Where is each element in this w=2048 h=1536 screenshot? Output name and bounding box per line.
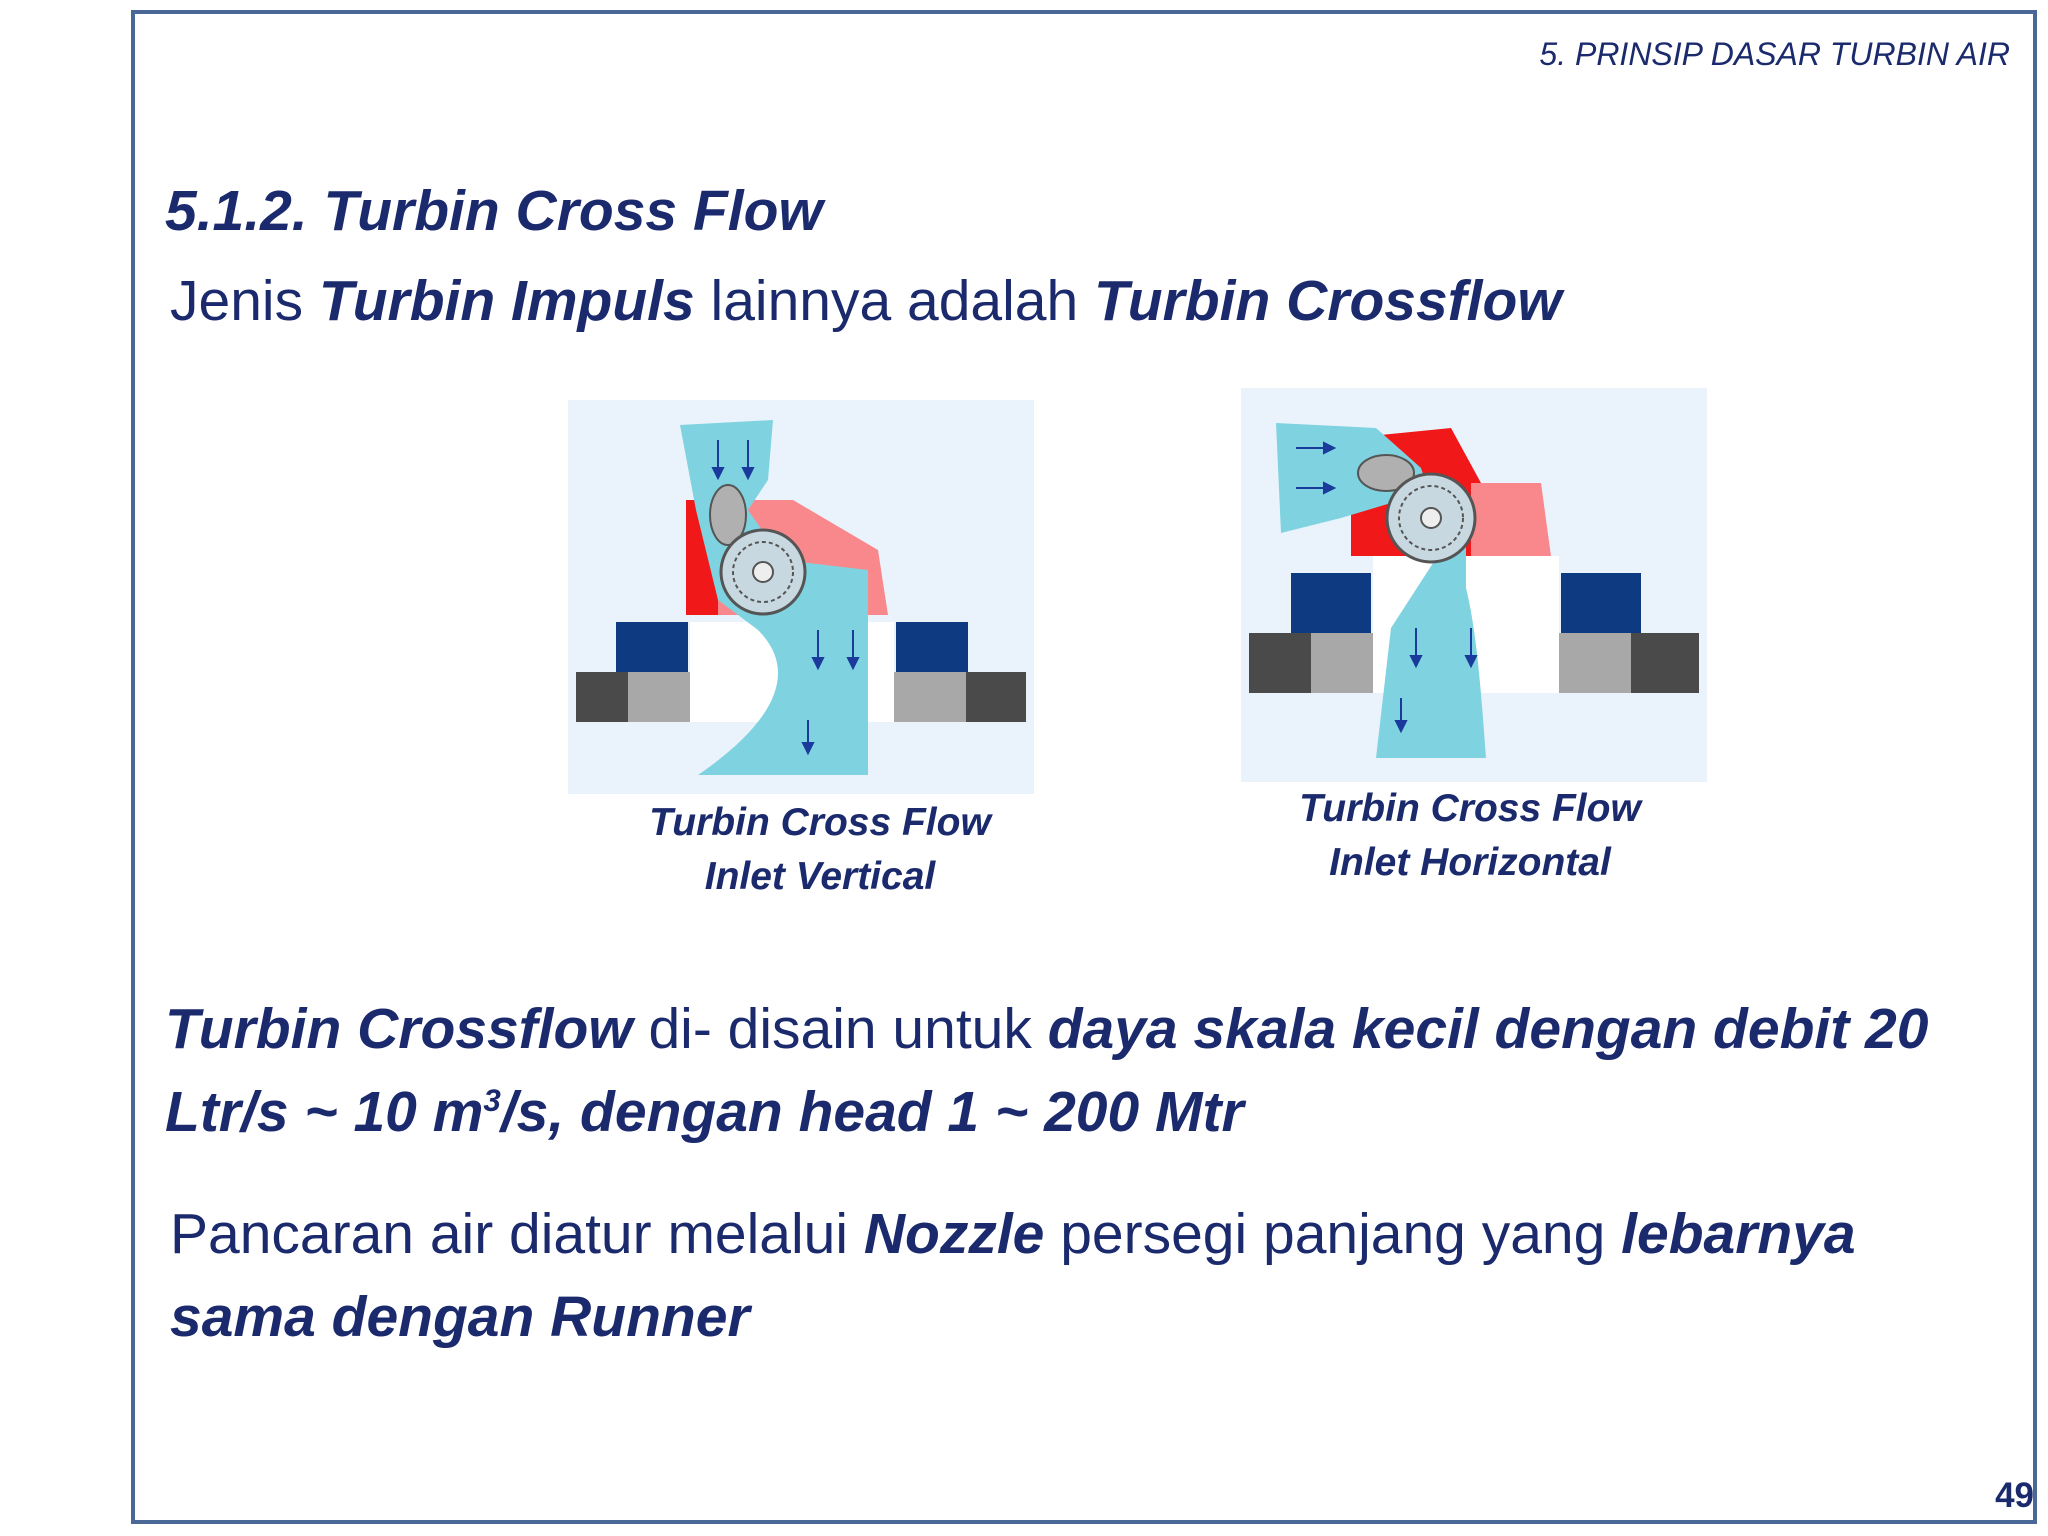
runner-hub	[1421, 508, 1441, 528]
intro-term-crossflow: Turbin Crossflow	[1094, 269, 1562, 333]
intro-sentence	[170, 268, 1562, 334]
caption-line-2: Inlet Vertical	[704, 855, 936, 898]
section-header: 5. PRINSIP DASAR TURBIN AIR	[1539, 36, 2010, 72]
intro-text-2: lainnya adalah	[694, 269, 1095, 333]
para2-term-runner: lebarnya sama dengan Runner	[170, 1202, 1856, 1349]
para1-superscript: 3	[483, 1083, 501, 1118]
para1-spec: daya skala kecil dengan debit 20 Ltr/s ~ 10 m	[165, 997, 1929, 1144]
intro-text-1: Jenis	[170, 269, 319, 333]
para2-text-2: persegi panjang yang	[1044, 1202, 1622, 1266]
nozzle-description	[170, 1193, 2010, 1359]
casing-pink	[1471, 483, 1551, 556]
caption-line-2: Inlet Horizontal	[1329, 841, 1611, 884]
crossflow-vertical-diagram	[568, 400, 1034, 794]
figure-caption-horizontal	[1250, 782, 1690, 890]
concrete-right-light	[886, 672, 966, 722]
foundation-left	[616, 622, 688, 672]
crossflow-horizontal-diagram	[1241, 388, 1707, 782]
para1-text: di- disain untuk	[632, 997, 1048, 1061]
caption-line-1: Turbin Cross Flow	[1299, 787, 1641, 830]
runner-hub	[753, 562, 773, 582]
figure-caption-vertical	[600, 796, 1040, 904]
page-number: 49	[1995, 1476, 2034, 1515]
para1-head: /s, dengan head 1 ~ 200 Mtr	[500, 1080, 1244, 1144]
para1-term: Turbin Crossflow	[165, 997, 633, 1061]
para2-term-nozzle: Nozzle	[863, 1202, 1045, 1266]
crossflow-description	[165, 988, 2005, 1154]
foundation-left	[1291, 573, 1371, 633]
para2-text-1: Pancaran air diatur melalui	[170, 1202, 864, 1266]
slide-title: 5.1.2. Turbin Cross Flow	[165, 179, 823, 243]
concrete-right-light	[1551, 633, 1631, 693]
foundation-right	[1561, 573, 1641, 633]
intro-term-impuls: Turbin Impuls	[318, 269, 695, 333]
caption-line-1: Turbin Cross Flow	[649, 801, 991, 844]
foundation-right	[896, 622, 968, 672]
